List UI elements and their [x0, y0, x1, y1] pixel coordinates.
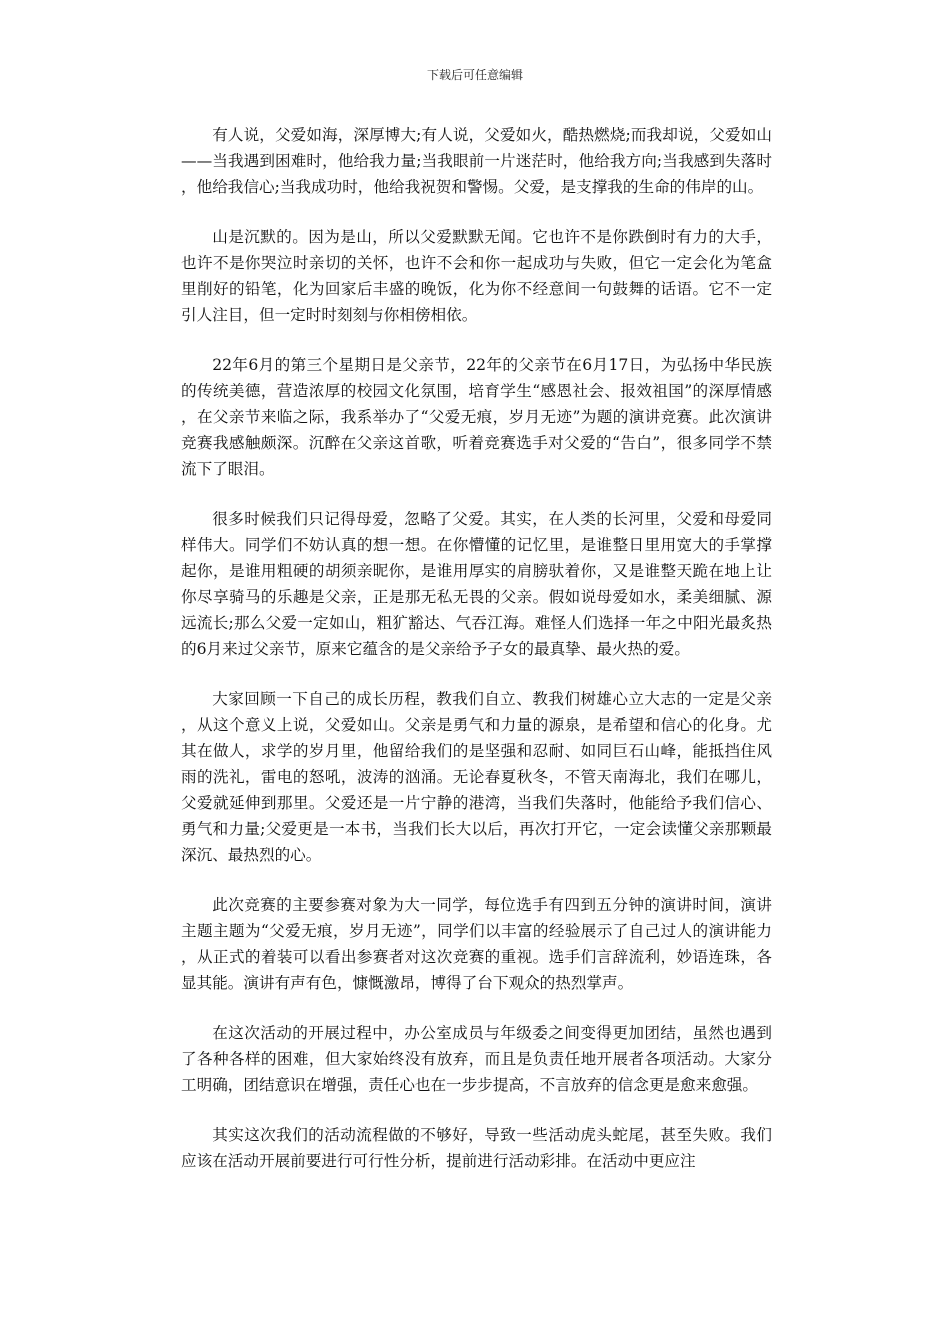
paragraph-7: 在这次活动的开展过程中，办公室成员与年级委之间变得更加团结，虽然也遇到了各种各样的困难，但大家始终没有放弃，而且是负责任地开展者各项活动。大家分工明确，团结意识在增强，责任心也在一步步提高，不言放弃的信念更是愈来愈强。	[181, 1024, 772, 1094]
document-body	[181, 122, 772, 1174]
paragraph-3: 22年6月的第三个星期日是父亲节，22年的父亲节在6月17日，为弘扬中华民族的传统美德，营造浓厚的校园文化氛围，培育学生“感恩社会、报效祖国”的深厚情感，在父亲节来临之际，我系举办了“父爱无痕，岁月无迹”为题的演讲竞赛。此次演讲竞赛我感触颇深。沉醉在父亲这首歌，听着竞赛选手对父爱的“告白”，很多同学不禁流下了眼泪。	[181, 356, 772, 478]
paragraph-4: 很多时候我们只记得母爱，忽略了父爱。其实，在人类的长河里，父爱和母爱同样伟大。同学们不妨认真的想一想。在你懵懂的记忆里，是谁整日里用宽大的手掌撑起你，是谁用粗硬的胡须亲昵你，是谁用厚实的肩膀驮着你，又是谁整天跪在地上让你尽享骑马的乐趣是父亲，正是那无私无畏的父亲。假如说母爱如水，柔美细腻、源远流长;那么父爱一定如山，粗犷豁达、气吞江海。难怪人们选择一年之中阳光最炙热的6月来过父亲节，原来它蕴含的是父亲给予子女的最真挚、最火热的爱。	[181, 510, 772, 658]
header-note: 下载后可任意编辑	[426, 68, 523, 82]
paragraph-5: 大家回顾一下自己的成长历程，教我们自立、教我们树雄心立大志的一定是父亲，从这个意义上说，父爱如山。父亲是勇气和力量的源泉，是希望和信心的化身。尤其在做人，求学的岁月里，他留给我们的是坚强和忍耐、如同巨石山峰，能抵挡住风雨的洗礼，雷电的怒吼，波涛的汹涌。无论春夏秋冬，不管天南海北，我们在哪儿，父爱就延伸到那里。父爱还是一片宁静的港湾，当我们失落时，他能给予我们信心、勇气和力量;父爱更是一本书，当我们长大以后，再次打开它，一定会读懂父亲那颗最深沉、最热烈的心。	[181, 690, 772, 864]
paragraph-1: 有人说，父爱如海，深厚博大;有人说，父爱如火，酷热燃烧;而我却说，父爱如山——当我遇到困难时，他给我力量;当我眼前一片迷茫时，他给我方向;当我感到失落时，他给我信心;当我成功时，他给我祝贺和警惕。父爱，是支撑我的生命的伟岸的山。	[181, 126, 772, 196]
paragraph-2: 山是沉默的。因为是山，所以父爱默默无闻。它也许不是你跌倒时有力的大手，也许不是你哭泣时亲切的关怀，也许不会和你一起成功与失败，但它一定会化为笔盒里削好的铅笔，化为回家后丰盛的晚饭，化为你不经意间一句鼓舞的话语。它不一定引人注目，但一定时时刻刻与你相傍相依。	[181, 228, 772, 324]
paragraph-6: 此次竞赛的主要参赛对象为大一同学，每位选手有四到五分钟的演讲时间，演讲主题主题为“父爱无痕，岁月无迹”，同学们以丰富的经验展示了自己过人的演讲能力，从正式的着装可以看出参赛者对这次竞赛的重视。选手们言辞流利，妙语连珠，各显其能。演讲有声有色，慷慨激昂，博得了台下观众的热烈掌声。	[181, 896, 772, 992]
paragraph-8: 其实这次我们的活动流程做的不够好，导致一些活动虎头蛇尾，甚至失败。我们应该在活动开展前要进行可行性分析，提前进行活动彩排。在活动中更应注	[181, 1126, 772, 1170]
